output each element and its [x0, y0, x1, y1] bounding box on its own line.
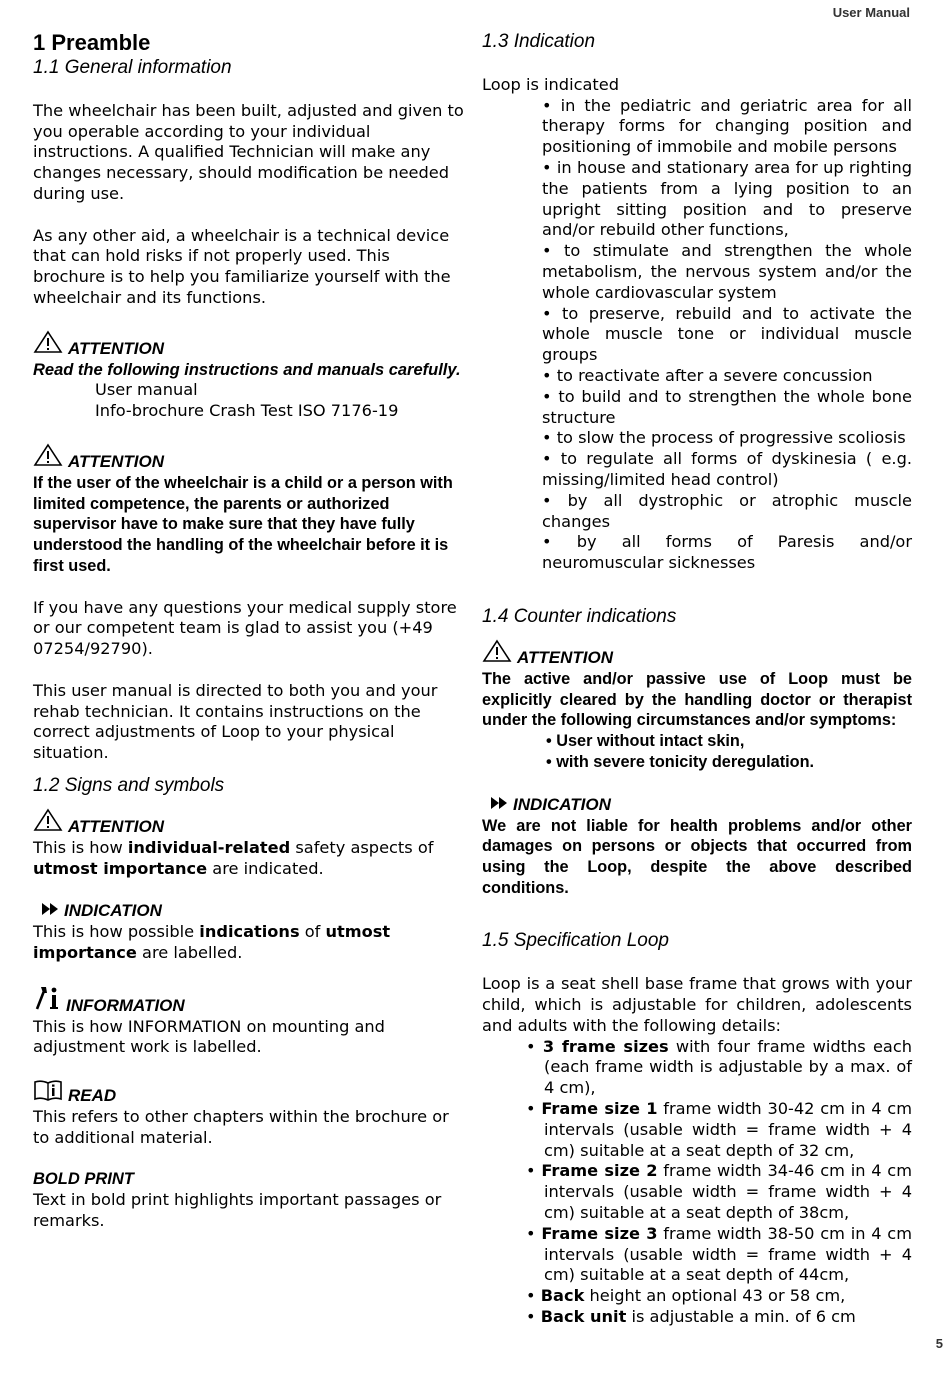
list-item: • in house and stationary area for up righting the patients from a lying position to an upright sitting position and to preserve and/or rebuild other functions, — [542, 157, 912, 240]
indication-label: INDICATION — [33, 900, 465, 922]
list-item: • Frame size 1 frame width 30-42 cm in 4 cm intervals (usable width = frame width + 4 cm) suitable at a seat depth of 32 cm, — [526, 1099, 912, 1160]
section-title-1-2: 1.2 Signs and symbols — [33, 774, 225, 796]
list-item: • Frame size 2 frame width 34-46 cm in 4 cm intervals (usable width = frame width + 4 cm) suitable at a seat depth of 38cm, — [526, 1161, 912, 1223]
section-title-1-5: 1.5 Specification Loop — [482, 930, 669, 952]
warning-triangle-icon — [33, 808, 63, 838]
attention-text: If the user of the wheelchair is a child or a person with limited competence, the parents or authorized supervisor have to make sure that they have fully understood the handling of the wheelchair before it is first used. — [33, 473, 453, 575]
symbol-description: This refers to other chapters within the brochure or to additional material. — [33, 1107, 449, 1147]
list-item: • to build and to strengthen the whole bone structure — [542, 386, 912, 427]
indication-list — [482, 96, 912, 574]
list-item: • in the pediatric and geriatric area for all therapy forms for changing position and positioning of immobile and mobile persons — [542, 95, 912, 157]
attention-text: The active and/or passive use of Loop must be explicitly cleared by the handling doctor or therapist under the following circumstances and/or symptoms: — [482, 669, 912, 730]
left-column — [33, 30, 465, 1232]
indication-label: INDICATION — [482, 794, 912, 816]
page-number: 5 — [935, 1336, 943, 1351]
list-item: • to preserve, rebuild and to activate the whole muscle tone or individual muscle groups — [542, 303, 912, 365]
section-title-1-3: 1.3 Indication — [482, 31, 596, 52]
list-item: • by all forms of Paresis and/or neuromuscular sicknesses — [542, 532, 912, 573]
list-item: • User without intact skin, — [546, 732, 745, 751]
book-icon — [33, 1079, 63, 1107]
chapter-title: 1 Preamble — [33, 30, 151, 55]
list-item: • Back unit is adjustable a min. of 6 cm — [526, 1307, 856, 1327]
double-arrow-icon — [490, 794, 508, 816]
manual-item: Info-brochure Crash Test ISO 7176-19 — [95, 401, 399, 421]
attention-label: ATTENTION — [33, 330, 465, 360]
wrench-info-icon — [33, 985, 61, 1017]
paragraph: This user manual is directed to both you and your rehab technician. It contains instructions on the correct adjustments of Loop to your physical situation. — [33, 680, 438, 763]
bold-print-label: BOLD PRINT — [33, 1170, 134, 1189]
warning-triangle-icon — [33, 443, 63, 473]
warning-triangle-icon — [33, 330, 63, 360]
running-header: User Manual — [832, 5, 910, 20]
symbol-description: This is how possible indications of utmost importance are labelled. — [33, 922, 391, 963]
list-item: • to regulate all forms of dyskinesia ( e.g. missing/limited head control) — [542, 449, 912, 489]
right-column — [482, 30, 912, 1328]
section-title-1-1: 1.1 General information — [33, 57, 232, 78]
symbol-description: This is how individual-related safety aspects of utmost importance are indicated. — [33, 837, 434, 878]
manual-item: User manual — [95, 380, 198, 400]
counter-indication-list — [482, 731, 912, 773]
paragraph: The wheelchair has been built, adjusted and given to you operable according to your individual instructions. A qualified Technician will make any changes necessary, should modification be needed during use. — [33, 100, 464, 203]
list-item: • to slow the process of progressive scoliosis — [542, 428, 906, 448]
list-item: • by all dystrophic or atrophic muscle changes — [542, 490, 912, 531]
read-label: READ — [33, 1079, 465, 1107]
section-title-1-4: 1.4 Counter indications — [482, 605, 677, 627]
paragraph: Loop is indicated — [482, 74, 619, 94]
symbol-description: This is how INFORMATION on mounting and adjustment work is labelled. — [33, 1016, 385, 1057]
attention-label: ATTENTION — [33, 808, 465, 838]
indication-text: We are not liable for health problems and/or other damages on persons or objects that occurred from using the Loop, despite the above described conditions. — [482, 816, 912, 897]
attention-label: ATTENTION — [33, 443, 465, 473]
symbol-description: Text in bold print highlights important passages or remarks. — [33, 1190, 442, 1231]
attention-label: ATTENTION — [482, 639, 912, 669]
paragraph: Loop is a seat shell base frame that grows with your child, which is adjustable for children, adolescents and adults with the following details: — [482, 974, 912, 1035]
attention-text: Read the following instructions and manuals carefully. — [33, 360, 461, 379]
specification-list — [482, 1037, 912, 1328]
information-label: INFORMATION — [33, 985, 465, 1017]
list-item: • to stimulate and strengthen the whole metabolism, the nervous system and/or the whole cardiovascular system — [542, 241, 912, 302]
list-item: • with severe tonicity deregulation. — [546, 752, 815, 771]
paragraph: As any other aid, a wheelchair is a technical device that can hold risks if not properly used. This brochure is to help you familiarize yourself with the wheelchair and its functions. — [33, 225, 451, 307]
warning-triangle-icon — [482, 639, 512, 669]
list-item: • to reactivate after a severe concussion — [542, 365, 873, 385]
paragraph: If you have any questions your medical supply store or our competent team is glad to assist you (+49 07254/92790). — [33, 597, 457, 659]
list-item: • Back height an optional 43 or 58 cm, — [526, 1286, 846, 1306]
list-item: • Frame size 3 frame width 38-50 cm in 4 cm intervals (usable width = frame width + 4 cm) suitable at a seat depth of 44cm, — [526, 1223, 912, 1285]
list-item: • 3 frame sizes with four frame widths each (each frame width is adjustable by a max. of 4 cm), — [526, 1036, 912, 1098]
double-arrow-icon — [41, 900, 59, 922]
